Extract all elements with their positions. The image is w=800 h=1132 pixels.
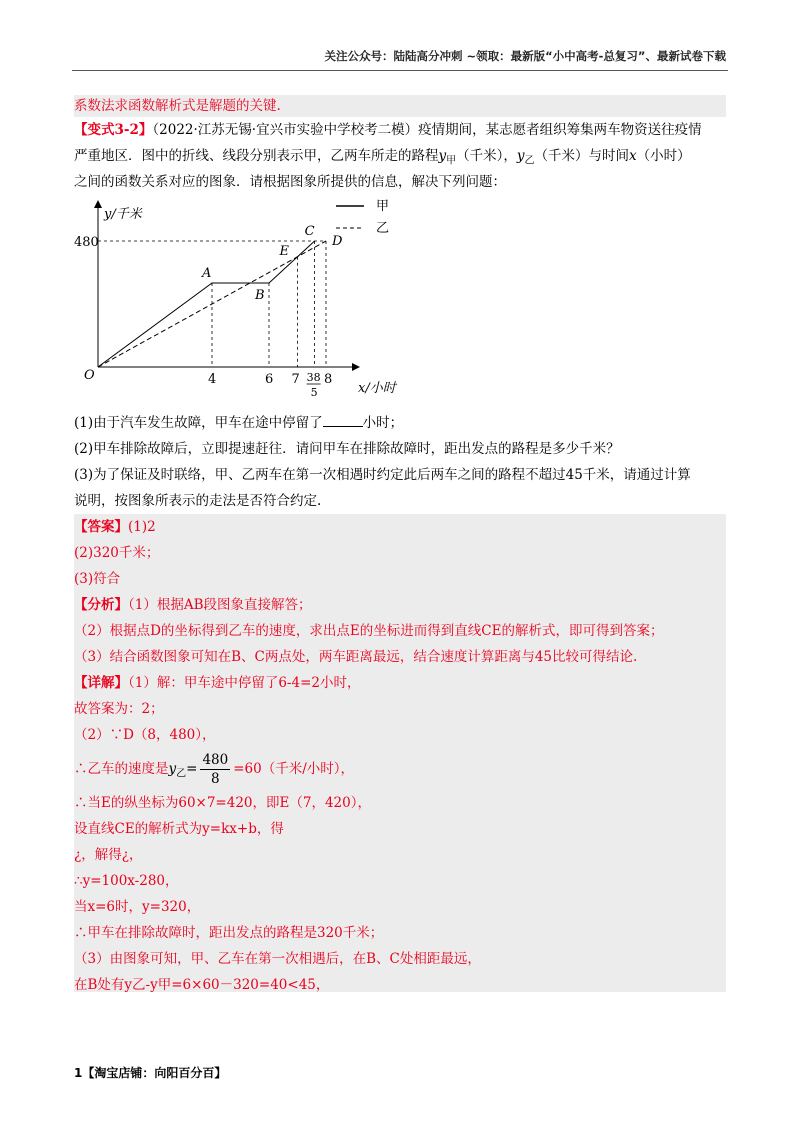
series-yi-line: [98, 241, 326, 367]
x-tick-7: 7: [291, 372, 300, 387]
point-label-B: B: [255, 288, 265, 303]
x-tick-5: 5: [310, 386, 318, 399]
detail-4-sub: 乙: [176, 768, 187, 780]
y-tick-480: 480: [74, 235, 99, 250]
page-footer: 1【淘宝店铺：向阳百分百】: [74, 1066, 227, 1080]
analysis-line-1: [74, 594, 312, 616]
x-tick-6: 6: [265, 372, 274, 387]
unit-km-1: （千米）: [456, 148, 504, 164]
problem-line-1: [74, 119, 702, 141]
detail-10: ∴甲车在排除故障时，距出发点的路程是320千米；: [74, 925, 384, 941]
point-label-D: D: [332, 234, 343, 249]
page-header: 关注公众号：陆陆高分冲刺 ~领取：最新版“小中高考-总复习”、最新试卷下载: [324, 49, 726, 63]
unit-km-2: （千米）: [534, 148, 589, 164]
problem-line-3: 之间的函数关系对应的图象．请根据图象所提供的信息，解决下列问题：: [74, 174, 506, 190]
sub-jia: 甲: [446, 155, 457, 167]
x-axis-label: x/小时: [358, 381, 396, 396]
answer-2: (2)320千米；: [74, 545, 160, 561]
detail-7: ¿，解得¿，: [74, 847, 143, 863]
problem-line-2: [74, 145, 691, 173]
answer-3: (3)符合: [74, 571, 121, 587]
intro-line: 系数法求函数解析式是解题的关键.: [74, 95, 726, 117]
header-divider: [72, 70, 728, 71]
fraction-480-8: [200, 751, 230, 788]
fraction-numerator: 480: [202, 752, 229, 768]
detail-2: 故答案为：2；: [74, 701, 164, 717]
point-label-C: C: [304, 224, 315, 239]
var-y-jia: y: [438, 148, 447, 164]
answer-1: (1)2: [128, 519, 156, 535]
function-graph: [74, 192, 414, 410]
detail-4-text: ∴乙车的速度是: [74, 761, 169, 777]
analysis-1: （1）根据AB段图象直接解答；: [128, 597, 312, 613]
question-1: [74, 412, 403, 434]
x-tick-4: 4: [208, 372, 217, 387]
analysis-label: 【分析】: [74, 597, 128, 613]
detail-1: （1）解：甲车途中停留了6-4=2小时，: [128, 675, 361, 691]
answer-label: 【答案】: [74, 519, 128, 535]
answer-line-1: [74, 516, 156, 538]
analysis-3: （3）结合函数图象可知在B、C两点处，两车距离最远，结合速度计算距离与45比较可得结论.: [74, 649, 638, 665]
unit-hour: （小时）: [636, 148, 691, 164]
comma: ，: [503, 148, 517, 164]
detail-line-1: [74, 672, 360, 694]
detail-4-result: =60（千米/小时），: [233, 761, 355, 777]
point-label-E: E: [279, 243, 289, 259]
var-x: x: [629, 148, 637, 164]
question-2: (2)甲车排除故障后，立即提速赶往．请问甲车在排除故障时，距出发点的路程是多少千米？: [74, 441, 620, 457]
analysis-2: （2）根据点D的坐标得到乙车的速度，求出点E的坐标进而得到直线CE的解析式，即可得到答案；: [74, 623, 664, 639]
problem-source: （2022·江苏无锡·宜兴市实验中学校考二模）疫情期间，某志愿者组织筹集两车物资送往疫情: [152, 122, 702, 138]
detail-4-eq: =: [186, 761, 198, 777]
detail-5: ∴当E的纵坐标为60×7=420，即E（7，420），: [74, 795, 371, 811]
question-3-line-1: (3)为了保证及时联络，甲、乙两车在第一次相遇时约定此后两车之间的路程不超过45千米，请通过计算: [74, 467, 691, 483]
fraction-denominator: 8: [211, 771, 220, 787]
point-label-A: A: [202, 266, 212, 281]
problem-text-2: 严重地区．图中的折线、线段分别表示甲，乙两车所走的路程: [74, 148, 439, 164]
x-tick-8: 8: [324, 372, 333, 387]
detail-9: 当x=6时，y=320，: [74, 899, 201, 915]
y-axis-label: y/千米: [104, 207, 142, 222]
question-1-text: (1)由于汽车发生故障，甲车在途中停留了: [74, 415, 323, 431]
detail-label: 【详解】: [74, 675, 128, 691]
x-tick-38: 38: [306, 371, 321, 384]
legend-yi-label: 乙: [376, 221, 390, 236]
detail-8: ∴y=100x-280，: [74, 873, 179, 889]
problem-tag: 【变式3-2】: [74, 122, 153, 138]
series-jia-line: [98, 241, 315, 367]
detail-11: （3）由图象可知，甲、乙车在第一次相遇后，在B、C处相距最远，: [74, 951, 481, 967]
sub-yi: 乙: [524, 155, 535, 167]
origin-label: O: [84, 368, 95, 383]
detail-4: [74, 750, 354, 794]
question-1-tail: 小时；: [362, 415, 404, 431]
detail-3: （2）∵D（8，480），: [74, 727, 216, 743]
detail-6: 设直线CE的解析式为y=kx+b，得: [74, 821, 284, 837]
problem-text-2b: 与时间: [588, 148, 630, 164]
detail-4-y: y: [168, 761, 177, 777]
question-3-line-2: 说明，按图象所表示的走法是否符合约定.: [74, 493, 322, 509]
legend-jia-label: 甲: [376, 199, 390, 214]
var-y-yi: y: [516, 148, 525, 164]
answer-blank: [323, 412, 363, 427]
detail-12: 在B处有y乙-y甲=6×60－320=40<45，: [74, 977, 330, 993]
